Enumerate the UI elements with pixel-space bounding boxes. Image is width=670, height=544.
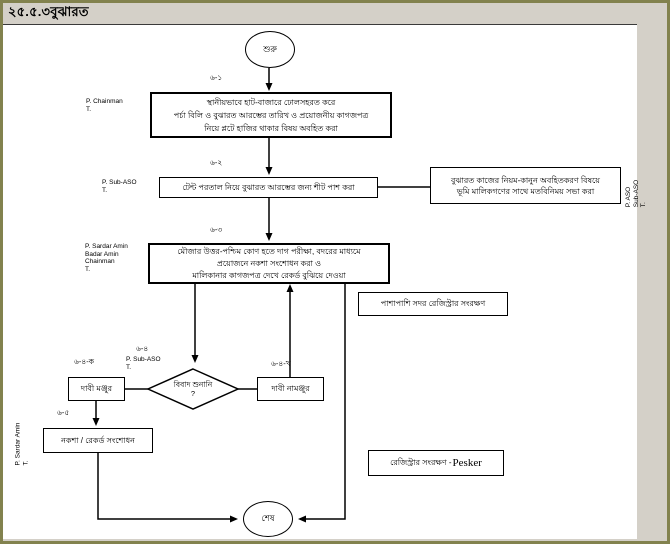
process-box-claim-approved (68, 377, 125, 401)
correction-label: নকশা / রেকর্ড সংশোধন (61, 435, 135, 445)
note-box-sadar-register (358, 292, 508, 316)
decision-hearing (153, 372, 233, 406)
role-label-sardar-vertical: P. Sardar Amin T. (14, 422, 29, 466)
register-note-text: পাশাপাশি সদর রেজিস্ট্রার সংরক্ষণ (380, 299, 486, 308)
reject-label: দাবী নামঞ্জুর (271, 384, 310, 393)
start-terminator (245, 31, 295, 68)
page-title: ২৫.৫.৩বুঝারত (8, 4, 89, 19)
arrowheads (93, 83, 310, 523)
role-label-aso-vertical: P. ASO Sub-ASO T. (624, 179, 647, 208)
process-box-register-keeping (368, 450, 504, 476)
role-label-chainman: P. Chainman T. (86, 98, 123, 113)
box2-text: টেন্ট পরতাল নিয়ে বুঝারত আরম্ভের জন্য শীট পাশ করা (182, 182, 355, 192)
box1-line2: পর্চা বিলি ও বুঝারত আরম্ভের তারিখ ও প্রয়োজনীয় কাগজপত্র (173, 110, 369, 120)
box3-line3: মালিকানার কাগজপত্র দেখে রেকর্ড বুঝিয়ে দেওয়া (192, 270, 346, 280)
role-label-sub-aso: P. Sub-ASO T. (102, 179, 137, 194)
role-label-decision-sub-aso: P. Sub-ASO T. (126, 356, 161, 371)
end-label: শেষ (261, 513, 275, 523)
process-box-map-record-correction (43, 428, 153, 453)
box1-line3: নিয়ে প্লটে হাজির থাকার বিষয় অবহিত করা (204, 123, 338, 133)
step-label-6-4-kha: ৬-৪-খ (271, 359, 291, 368)
process-box-plot-check (148, 243, 390, 284)
step-label-6-4: ৬-৪ (136, 344, 149, 353)
register-suffix: Pesker (452, 457, 482, 469)
end-terminator (243, 501, 293, 537)
role-label-sardar-amin: P. Sardar Amin Badar Amin Chainman T. (85, 243, 128, 273)
step-label-6-4-ka: ৬-৪-ক (74, 357, 94, 366)
box3-line2: প্রয়োজনে নকশা সংশোধন করা ও (216, 258, 322, 268)
step-label-6-1: ৬-১ (210, 73, 223, 82)
decision-line1: বিবাদ শুনানি (173, 380, 213, 389)
step-label-6-5: ৬-৫ (57, 408, 70, 417)
meeting-line2: ভূমি মালিকগণের সাথে মতবিনিময় সভা করা (456, 186, 595, 196)
decision-line2: ? (190, 389, 196, 398)
start-label: শুরু (263, 43, 277, 54)
title-bar (3, 3, 637, 25)
box3-line1: মৌজার উত্তর-পশ্চিম কোণ হতে দাগ পরীক্ষা, বদরের মাধ্যমে (177, 246, 361, 256)
register-text: রেজিস্ট্রার সংরক্ষণ - (390, 458, 452, 467)
box1-line1: স্থানীয়ভাবে হাট-বাজারে ঢোলসহরত করে (206, 97, 336, 107)
approve-label: দাবী মঞ্জুর (80, 384, 113, 393)
meeting-line1: বুঝারত কাজের নিয়ম-কানুন অবহিতকরণ বিষয়ে (451, 175, 600, 185)
process-box-announcement (150, 92, 392, 138)
step-label-6-2: ৬-২ (210, 158, 223, 167)
step-label-6-3: ৬-৩ (210, 225, 223, 234)
process-box-sheet-pass (159, 177, 378, 198)
process-box-owner-meeting (430, 167, 621, 204)
process-box-claim-rejected (257, 377, 324, 401)
